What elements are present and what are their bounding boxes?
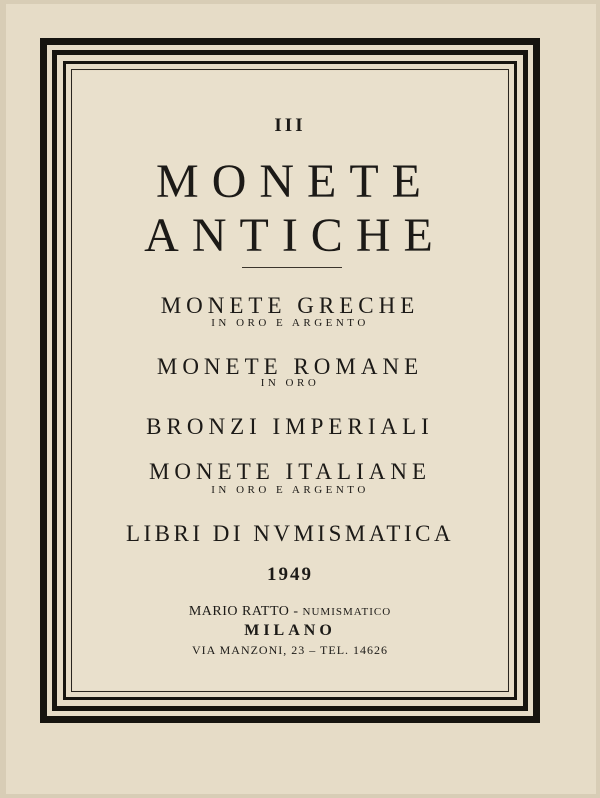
publisher-address: VIA MANZONI, 23 – TEL. 14626 xyxy=(191,643,389,657)
section-heading-roman: MONETE ROMANE xyxy=(156,354,424,379)
section-sub-italian: IN ORO E ARGENTO xyxy=(211,484,369,496)
section-heading-bronze: BRONZI IMPERIALI xyxy=(146,414,434,439)
title-line-1: MONETE xyxy=(156,155,434,208)
publisher-role: NUMISMATICO xyxy=(302,606,392,618)
volume-number: III xyxy=(274,115,306,136)
section-sub-roman: IN ORO xyxy=(260,377,320,389)
section-heading-greek: MONETE GRECHE xyxy=(160,293,420,318)
title-divider xyxy=(242,267,342,268)
section-sub-greek: IN ORO E ARGENTO xyxy=(211,317,369,329)
publisher-city: MILANO xyxy=(244,622,336,639)
title-line-2: ANTICHE xyxy=(144,209,446,262)
publisher-separator: - xyxy=(289,604,303,619)
catalog-year: 1949 xyxy=(267,564,313,585)
section-heading-italian: MONETE ITALIANE xyxy=(148,459,432,484)
publisher-name: MARIO RATTO xyxy=(188,604,290,619)
publisher-line xyxy=(73,604,507,620)
section-heading-books: LIBRI DI NVMISMATICA xyxy=(125,521,455,546)
